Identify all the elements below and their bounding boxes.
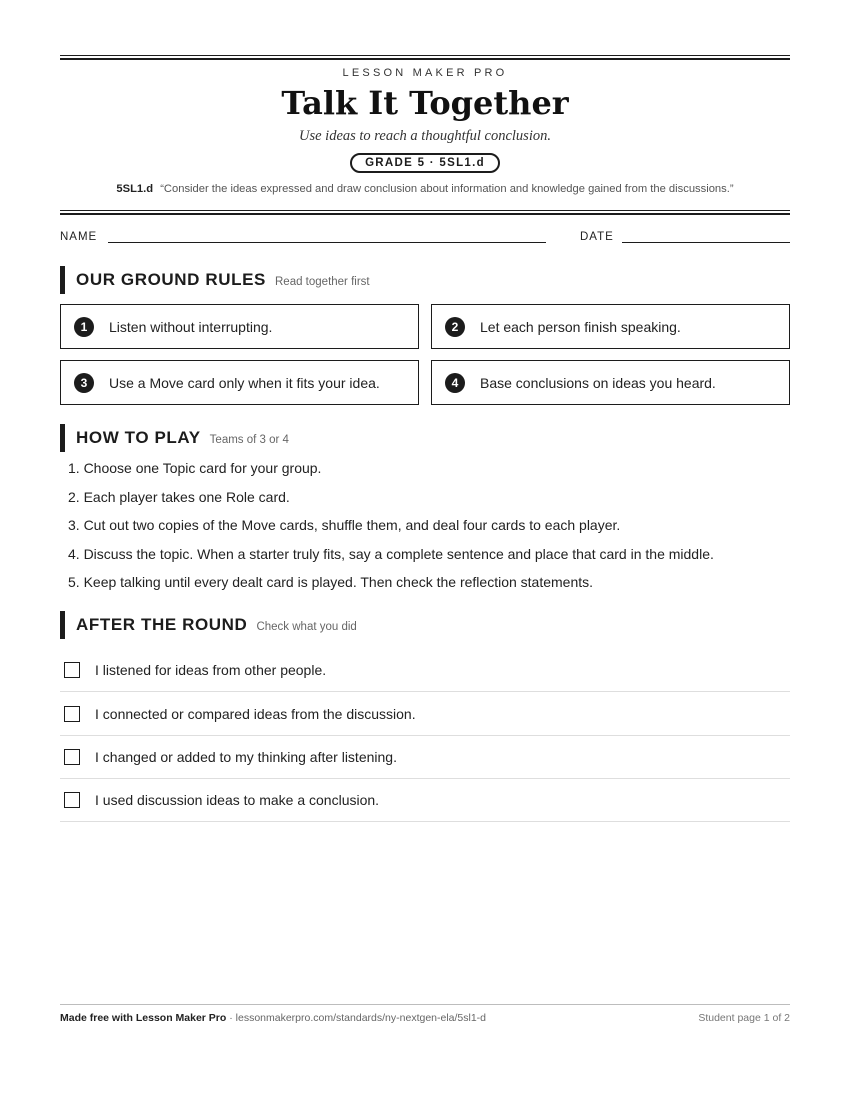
rule-text: Use a Move card only when it fits your idea. <box>109 374 380 391</box>
ground-rule-card <box>60 360 419 405</box>
ground-rule-card <box>431 304 790 349</box>
footer-url[interactable]: · lessonmakerpro.com/standards/ny-nextgen-ela/5sl1-d <box>229 1012 487 1024</box>
how-to-play-steps <box>68 458 714 601</box>
date-line[interactable] <box>622 242 790 243</box>
section-note: Teams of 3 or 4 <box>209 433 289 446</box>
footer-made-with: Made free with Lesson Maker Pro <box>60 1012 227 1024</box>
worksheet-page <box>60 0 790 1100</box>
page-title: Talk It Together <box>281 84 569 122</box>
step-item: 3. Cut out two copies of the Move cards, shuffle them, and deal four cards to each player. <box>68 517 621 533</box>
ground-rule-card <box>431 360 790 405</box>
reflection-checkbox[interactable] <box>64 706 80 722</box>
rule-text: Listen without interrupting. <box>109 318 273 335</box>
step-item: 1. Choose one Topic card for your group. <box>68 460 322 476</box>
rule-number-badge: 3 <box>74 373 94 393</box>
date-label: DATE <box>580 231 614 243</box>
reflection-row <box>60 778 790 822</box>
header-bottom-double-rule <box>60 210 790 215</box>
section-title: AFTER THE ROUND <box>76 615 248 634</box>
section-bar <box>60 266 65 294</box>
ground-rules-header <box>60 266 370 294</box>
step-item: 5. Keep talking until every dealt card is played. Then check the reflection statements. <box>68 574 594 590</box>
rule-number-badge: 2 <box>445 317 465 337</box>
rule-number-badge: 4 <box>445 373 465 393</box>
name-line[interactable] <box>108 242 546 243</box>
reflection-checkbox[interactable] <box>64 792 80 808</box>
reflection-text: I used discussion ideas to make a conclusion. <box>95 791 380 808</box>
rule-text: Let each person finish speaking. <box>480 318 681 335</box>
brand-name: LESSON MAKER PRO <box>342 67 508 79</box>
section-title: OUR GROUND RULES <box>76 270 266 289</box>
footer-rule <box>60 1004 790 1005</box>
footer-credit <box>60 1012 486 1024</box>
grade-badge: GRADE 5 · 5SL1.d <box>350 153 500 173</box>
reflection-row <box>60 648 790 692</box>
section-note: Read together first <box>275 275 370 288</box>
section-bar <box>60 424 65 452</box>
footer-page-number: Student page 1 of 2 <box>698 1012 790 1024</box>
grade-badge-wrap <box>60 153 790 173</box>
top-double-rule <box>60 55 790 60</box>
rule-number-badge: 1 <box>74 317 94 337</box>
reflection-row <box>60 692 790 736</box>
standard-code: 5SL1.d <box>116 183 154 195</box>
after-round-header <box>60 611 357 639</box>
section-bar <box>60 611 65 639</box>
reflection-text: I changed or added to my thinking after listening. <box>95 748 397 765</box>
how-to-play-header <box>60 424 289 452</box>
page-subtitle: Use ideas to reach a thoughtful conclusion. <box>299 128 551 144</box>
ground-rule-card <box>60 304 419 349</box>
step-item: 2. Each player takes one Role card. <box>68 488 290 505</box>
standard-statement <box>60 183 790 195</box>
rule-text: Base conclusions on ideas you heard. <box>480 374 716 391</box>
reflection-checkbox[interactable] <box>64 749 80 765</box>
step-item: 4. Discuss the topic. When a starter truly fits, say a complete sentence and place that card in the middle. <box>68 545 714 562</box>
standard-text: “Consider the ideas expressed and draw conclusion about information and knowledge gained from the discussions.” <box>160 183 734 195</box>
reflection-text: I connected or compared ideas from the discussion. <box>95 705 416 722</box>
reflection-checkbox[interactable] <box>64 662 80 678</box>
section-note: Check what you did <box>256 620 357 633</box>
reflection-row <box>60 735 790 779</box>
section-title: HOW TO PLAY <box>76 428 201 447</box>
reflection-text: I listened for ideas from other people. <box>95 661 327 678</box>
name-label: NAME <box>60 231 98 243</box>
